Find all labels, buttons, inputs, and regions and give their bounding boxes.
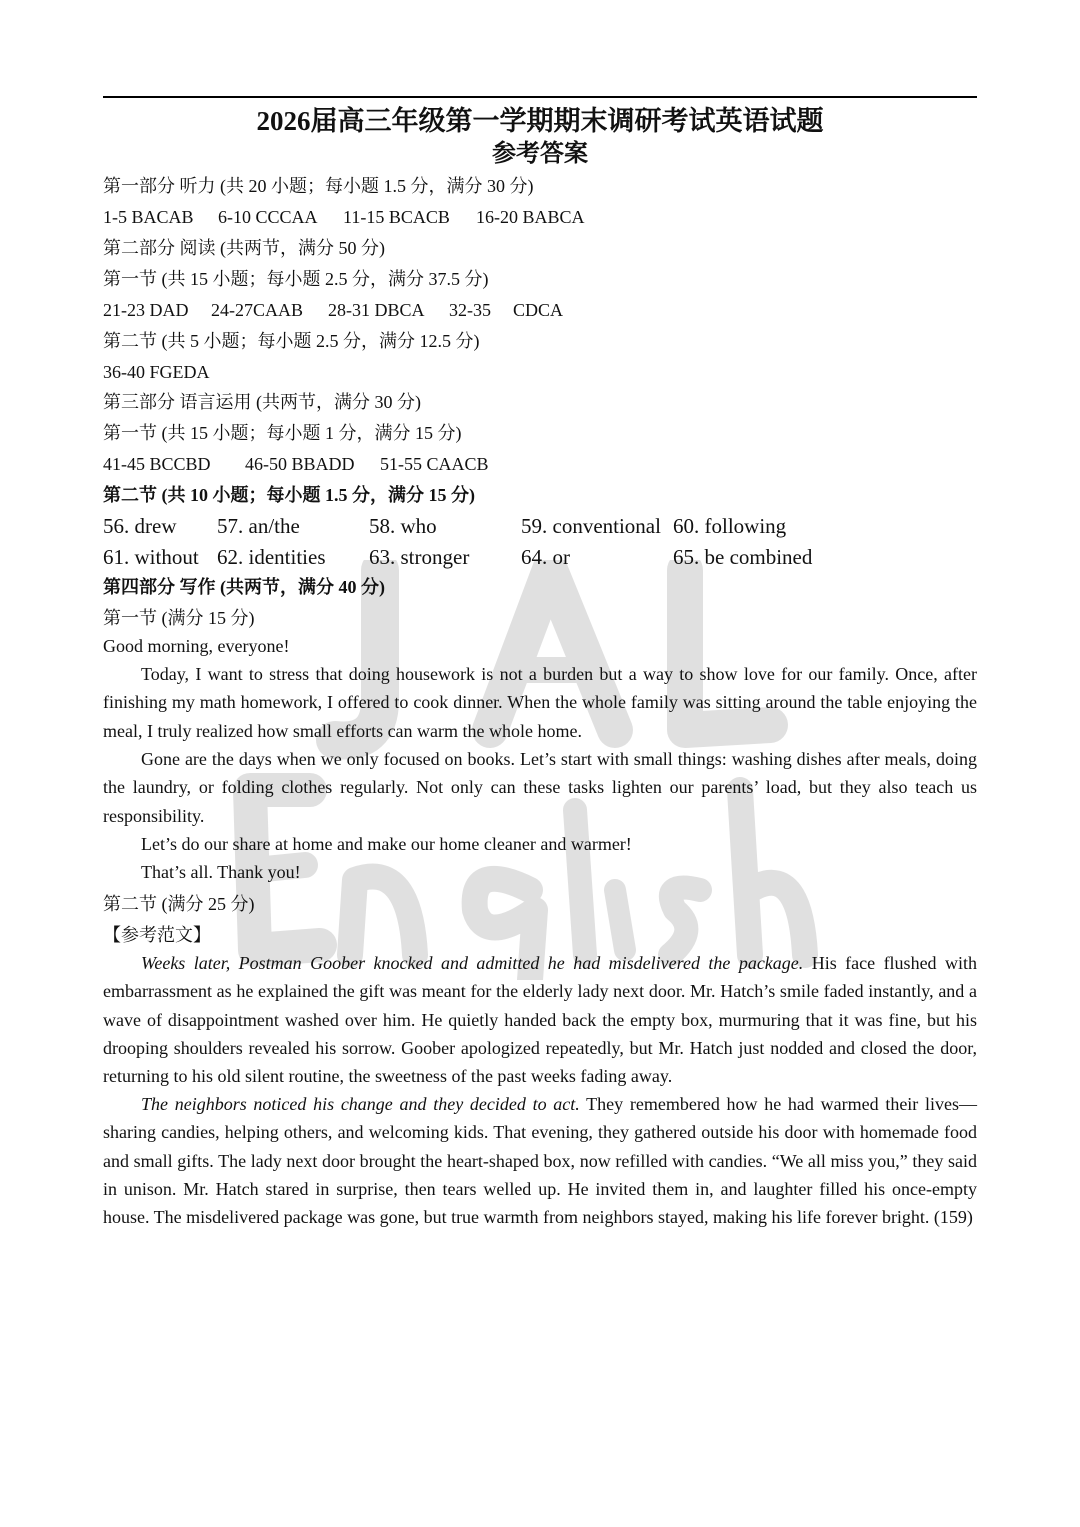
essay-paragraph: Gone are the days when we only focused on books. Let’s start with small things: washing dishes after meals, doing the laundry, or folding clothes regularly. Not only can these tasks lighten our parents’ load, but they also teach us responsibility. xyxy=(103,749,977,826)
fill-blank-answer: 63. stronger xyxy=(369,545,470,569)
fill-blank-row-2 xyxy=(103,543,977,571)
part4-section2-heading: 第二节 (满分 25 分) xyxy=(103,894,255,914)
answer-group: 41-45 BCCBD xyxy=(103,454,211,474)
part3-heading: 第三部分 语言运用 (共两节，满分 30 分) xyxy=(103,392,421,412)
essay-paragraph: That’s all. Thank you! xyxy=(141,862,301,882)
part2-section2-answers: 36-40 FGEDA xyxy=(103,362,210,382)
fill-blank-answer: 58. who xyxy=(369,514,437,538)
paragraph-body: His face flushed with embarrassment as he explained the gift was meant for the elderly lady next door. Mr. Hatch’s smile faded instantly, and a wave of disappointment washed over him. He quietly handed back the empty box, murmuring that it was fine, but his drooping shoulders revealed his sorrow. Goober apologized repeatedly, but Mr. Hatch just nodded and closed the door, returning to his old silent routine, the sweetness of the past weeks fading away. xyxy=(103,953,977,1087)
answer-group: CDCA xyxy=(513,300,564,320)
page-subtitle: 参考答案 xyxy=(492,141,588,167)
answer-group: 16-20 BABCA xyxy=(476,207,585,227)
part3-section1-heading: 第一节 (共 15 小题；每小题 1 分，满分 15 分) xyxy=(103,423,462,443)
fill-blank-answer: 62. identities xyxy=(217,545,326,569)
answer-group: 1-5 BACAB xyxy=(103,207,194,227)
fill-blank-answer: 65. be combined xyxy=(673,545,813,569)
answer-group: 6-10 CCCAA xyxy=(218,207,318,227)
answer-group: 11-15 BCACB xyxy=(343,207,450,227)
answer-group: 46-50 BBADD xyxy=(245,454,355,474)
sample-essay-paragraph-1 xyxy=(103,949,977,1090)
fill-blank-row-1 xyxy=(103,512,977,540)
part2-section1-heading: 第一节 (共 15 小题；每小题 2.5 分，满分 37.5 分) xyxy=(103,269,489,289)
answer-group: 24-27CAAB xyxy=(211,300,304,320)
fill-blank-answer: 61. without xyxy=(103,545,199,569)
page-title: 2026届高三年级第一学期期末调研考试英语试题 xyxy=(256,106,824,136)
part1-heading: 第一部分 听力 (共 20 小题；每小题 1.5 分，满分 30 分) xyxy=(103,176,534,196)
essay-paragraph: Let’s do our share at home and make our home cleaner and warmer! xyxy=(141,834,632,854)
part4-section1-heading: 第一节 (满分 15 分) xyxy=(103,608,255,628)
part2-heading: 第二部分 阅读 (共两节，满分 50 分) xyxy=(103,238,385,258)
part4-heading: 第四部分 写作 (共两节，满分 40 分) xyxy=(103,577,385,597)
paragraph-lead-sentence: The neighbors noticed his change and they decided to act. xyxy=(141,1094,580,1114)
part2-section2-heading: 第二节 (共 5 小题；每小题 2.5 分，满分 12.5 分) xyxy=(103,331,480,351)
paragraph-lead-sentence: Weeks later, Postman Goober knocked and admitted he had misdelivered the package. xyxy=(141,953,804,973)
paragraph-body: They remembered how he had warmed their lives—sharing candies, helping others, and welcoming kids. That evening, they gathered outside his door with homemade food and small gifts. The lady next door brought the heart-shaped box, now refilled with candies. “We all miss you,” they said in unison. Mr. Hatch stared in surprise, then tears welled up. He invited them in, and laughter filled his once-empty house. The misdelivered package was gone, but true warmth from neighbors stayed, making his life forever bright. (159) xyxy=(103,1094,978,1228)
answer-group: 32-35 xyxy=(449,300,491,320)
answer-group: 21-23 DAD xyxy=(103,300,189,320)
fill-blank-answer: 56. drew xyxy=(103,514,177,538)
sample-essay-label: 【参考范文】 xyxy=(103,925,211,945)
part3-section2-heading: 第二节 (共 10 小题；每小题 1.5 分，满分 15 分) xyxy=(103,485,475,505)
answer-group: 51-55 CAACB xyxy=(380,454,489,474)
essay-paragraph: Today, I want to stress that doing housework is not a burden but a way to show love for our family. Once, after finishing my math homework, I offered to cook dinner. When the whole family was sitting around the table enjoying the meal, I truly realized how small efforts can warm the whole home. xyxy=(103,664,977,741)
sample-essay-paragraph-2 xyxy=(103,1090,977,1231)
fill-blank-answer: 59. conventional xyxy=(521,514,661,538)
fill-blank-answer: 57. an/the xyxy=(217,514,300,538)
header-rule xyxy=(103,96,977,98)
answer-group: 28-31 DBCA xyxy=(328,300,425,320)
fill-blank-answer: 60. following xyxy=(673,514,787,538)
fill-blank-answer: 64. or xyxy=(521,545,570,569)
essay-greeting: Good morning, everyone! xyxy=(103,636,290,656)
